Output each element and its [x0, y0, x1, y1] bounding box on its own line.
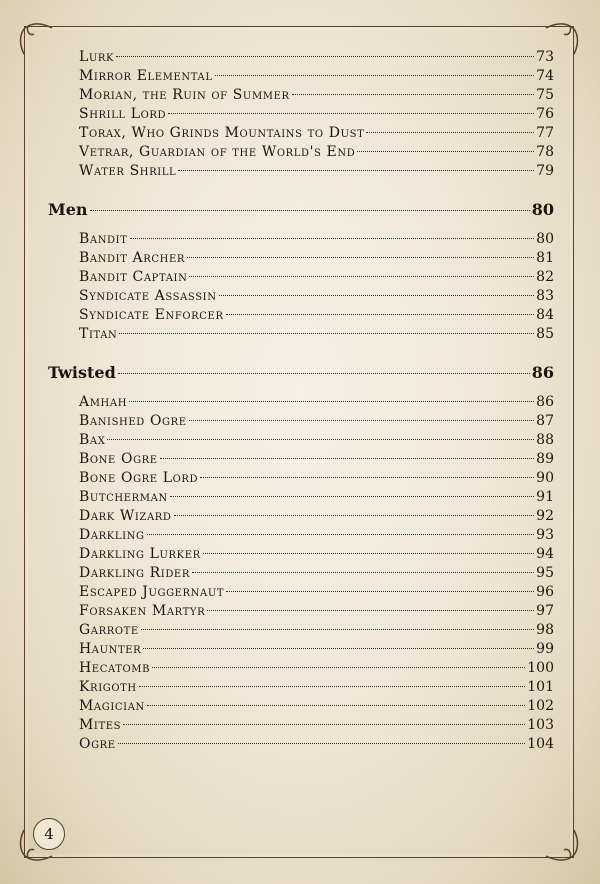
entry-page: 91	[536, 489, 554, 505]
toc-entry	[48, 678, 554, 697]
page-number: 4	[33, 818, 65, 850]
entry-page: 89	[536, 451, 554, 467]
toc-entry	[48, 162, 554, 181]
section-heading-men	[48, 197, 554, 223]
dot-leader	[192, 571, 534, 573]
toc-entry	[48, 306, 554, 325]
entry-page: 85	[536, 326, 554, 342]
toc-entry	[48, 640, 554, 659]
dot-leader	[187, 256, 534, 258]
dot-leader	[119, 332, 534, 334]
entry-page: 79	[536, 163, 554, 179]
section-label: Men	[48, 200, 88, 219]
dot-leader	[118, 372, 530, 374]
entry-label: Syndicate Enforcer	[79, 307, 224, 323]
entry-page: 78	[536, 144, 554, 160]
dot-leader	[90, 209, 530, 211]
entry-page: 97	[536, 603, 554, 619]
entry-page: 80	[536, 231, 554, 247]
entry-label: Darkling Lurker	[79, 546, 201, 562]
toc-entry	[48, 564, 554, 583]
dot-leader	[147, 704, 525, 706]
dot-leader	[189, 419, 535, 421]
toc-entry	[48, 469, 554, 488]
entry-list-top	[48, 48, 554, 181]
toc-entry	[48, 583, 554, 602]
dot-leader	[129, 400, 534, 402]
section-page: 80	[531, 200, 554, 219]
dot-leader	[152, 666, 525, 668]
toc-entry	[48, 230, 554, 249]
section-page: 86	[531, 363, 554, 382]
toc-entry	[48, 325, 554, 344]
entry-label: Bone Ogre	[79, 451, 158, 467]
toc-entry	[48, 249, 554, 268]
entry-label: Hecatomb	[79, 660, 151, 676]
entry-label: Darkling Rider	[79, 565, 190, 581]
entry-page: 76	[536, 106, 554, 122]
entry-label: Dark Wizard	[79, 508, 172, 524]
dot-leader	[215, 74, 535, 76]
dot-leader	[168, 112, 534, 114]
entry-label: Forsaken Martyr	[79, 603, 206, 619]
toc-entry	[48, 48, 554, 67]
entry-label: Morian, the Ruin of Summer	[79, 87, 290, 103]
entry-page: 103	[527, 717, 554, 733]
entry-page: 73	[536, 49, 554, 65]
entry-label: Vetrar, Guardian of the World's End	[79, 144, 356, 160]
table-of-contents	[48, 48, 554, 754]
toc-entry	[48, 659, 554, 678]
toc-entry	[48, 67, 554, 86]
toc-entry	[48, 86, 554, 105]
dot-leader	[143, 647, 534, 649]
entry-label: Mirror Elemental	[79, 68, 213, 84]
dot-leader	[226, 313, 535, 315]
entry-page: 98	[536, 622, 554, 638]
dot-leader	[219, 294, 535, 296]
dot-leader	[107, 438, 534, 440]
dot-leader	[200, 476, 534, 478]
entry-list-twisted	[48, 393, 554, 754]
entry-page: 84	[536, 307, 554, 323]
toc-entry	[48, 431, 554, 450]
entry-label: Shrill Lord	[79, 106, 167, 122]
toc-entry	[48, 697, 554, 716]
entry-page: 94	[536, 546, 554, 562]
toc-entry	[48, 507, 554, 526]
entry-label: Ogre	[79, 736, 116, 752]
entry-label: Krigoth	[79, 679, 137, 695]
toc-entry	[48, 526, 554, 545]
entry-label: Water Shrill	[79, 163, 177, 179]
entry-page: 83	[536, 288, 554, 304]
entry-label: Haunter	[79, 641, 142, 657]
toc-entry	[48, 602, 554, 621]
entry-page: 90	[536, 470, 554, 486]
entry-label: Garrote	[79, 622, 139, 638]
toc-entry	[48, 105, 554, 124]
entry-label: Banished Ogre	[79, 413, 187, 429]
entry-label: Mites	[79, 717, 122, 733]
entry-label: Torax, Who Grinds Mountains to Dust	[79, 125, 365, 141]
entry-page: 99	[536, 641, 554, 657]
toc-entry	[48, 621, 554, 640]
entry-page: 96	[536, 584, 554, 600]
dot-leader	[170, 495, 534, 497]
section-heading-twisted	[48, 360, 554, 386]
toc-entry	[48, 716, 554, 735]
dot-leader	[174, 514, 535, 516]
entry-label: Escaped Juggernaut	[79, 584, 225, 600]
entry-label: Amhah	[79, 394, 128, 410]
dot-leader	[147, 533, 535, 535]
entry-page: 95	[536, 565, 554, 581]
entry-list-men	[48, 230, 554, 344]
entry-label: Bone Ogre Lord	[79, 470, 199, 486]
entry-label: Titan	[79, 326, 118, 342]
dot-leader	[116, 55, 534, 57]
entry-page: 88	[536, 432, 554, 448]
entry-label: Syndicate Assassin	[79, 288, 217, 304]
entry-page: 75	[536, 87, 554, 103]
entry-page: 92	[536, 508, 554, 524]
entry-page: 81	[536, 250, 554, 266]
toc-entry	[48, 735, 554, 754]
entry-label: Darkling	[79, 527, 145, 543]
dot-leader	[118, 742, 526, 744]
dot-leader	[357, 150, 534, 152]
dot-leader	[292, 93, 535, 95]
entry-page: 77	[536, 125, 554, 141]
entry-label: Bandit Archer	[79, 250, 185, 266]
dot-leader	[141, 628, 534, 630]
toc-entry	[48, 412, 554, 431]
entry-page: 104	[527, 736, 554, 752]
dot-leader	[203, 552, 534, 554]
entry-label: Magician	[79, 698, 145, 714]
entry-page: 86	[536, 394, 554, 410]
entry-label: Bandit Captain	[79, 269, 188, 285]
entry-page: 74	[536, 68, 554, 84]
entry-page: 87	[536, 413, 554, 429]
dot-leader	[123, 723, 525, 725]
entry-page: 100	[527, 660, 554, 676]
dot-leader	[366, 131, 534, 133]
toc-entry	[48, 287, 554, 306]
toc-entry	[48, 393, 554, 412]
dot-leader	[160, 457, 534, 459]
entry-label: Butcherman	[79, 489, 168, 505]
toc-entry	[48, 268, 554, 287]
toc-entry	[48, 450, 554, 469]
dot-leader	[189, 275, 534, 277]
dot-leader	[226, 590, 534, 592]
dot-leader	[130, 237, 535, 239]
entry-label: Bandit	[79, 231, 128, 247]
dot-leader	[207, 609, 534, 611]
dot-leader	[139, 685, 526, 687]
entry-page: 93	[536, 527, 554, 543]
entry-label: Bax	[79, 432, 106, 448]
entry-label: Lurk	[79, 49, 115, 65]
toc-entry	[48, 545, 554, 564]
toc-entry	[48, 488, 554, 507]
toc-entry	[48, 143, 554, 162]
entry-page: 102	[527, 698, 554, 714]
dot-leader	[178, 169, 534, 171]
entry-page: 101	[527, 679, 554, 695]
corner-ornament-icon	[544, 828, 588, 872]
section-label: Twisted	[48, 363, 116, 382]
entry-page: 82	[536, 269, 554, 285]
toc-entry	[48, 124, 554, 143]
